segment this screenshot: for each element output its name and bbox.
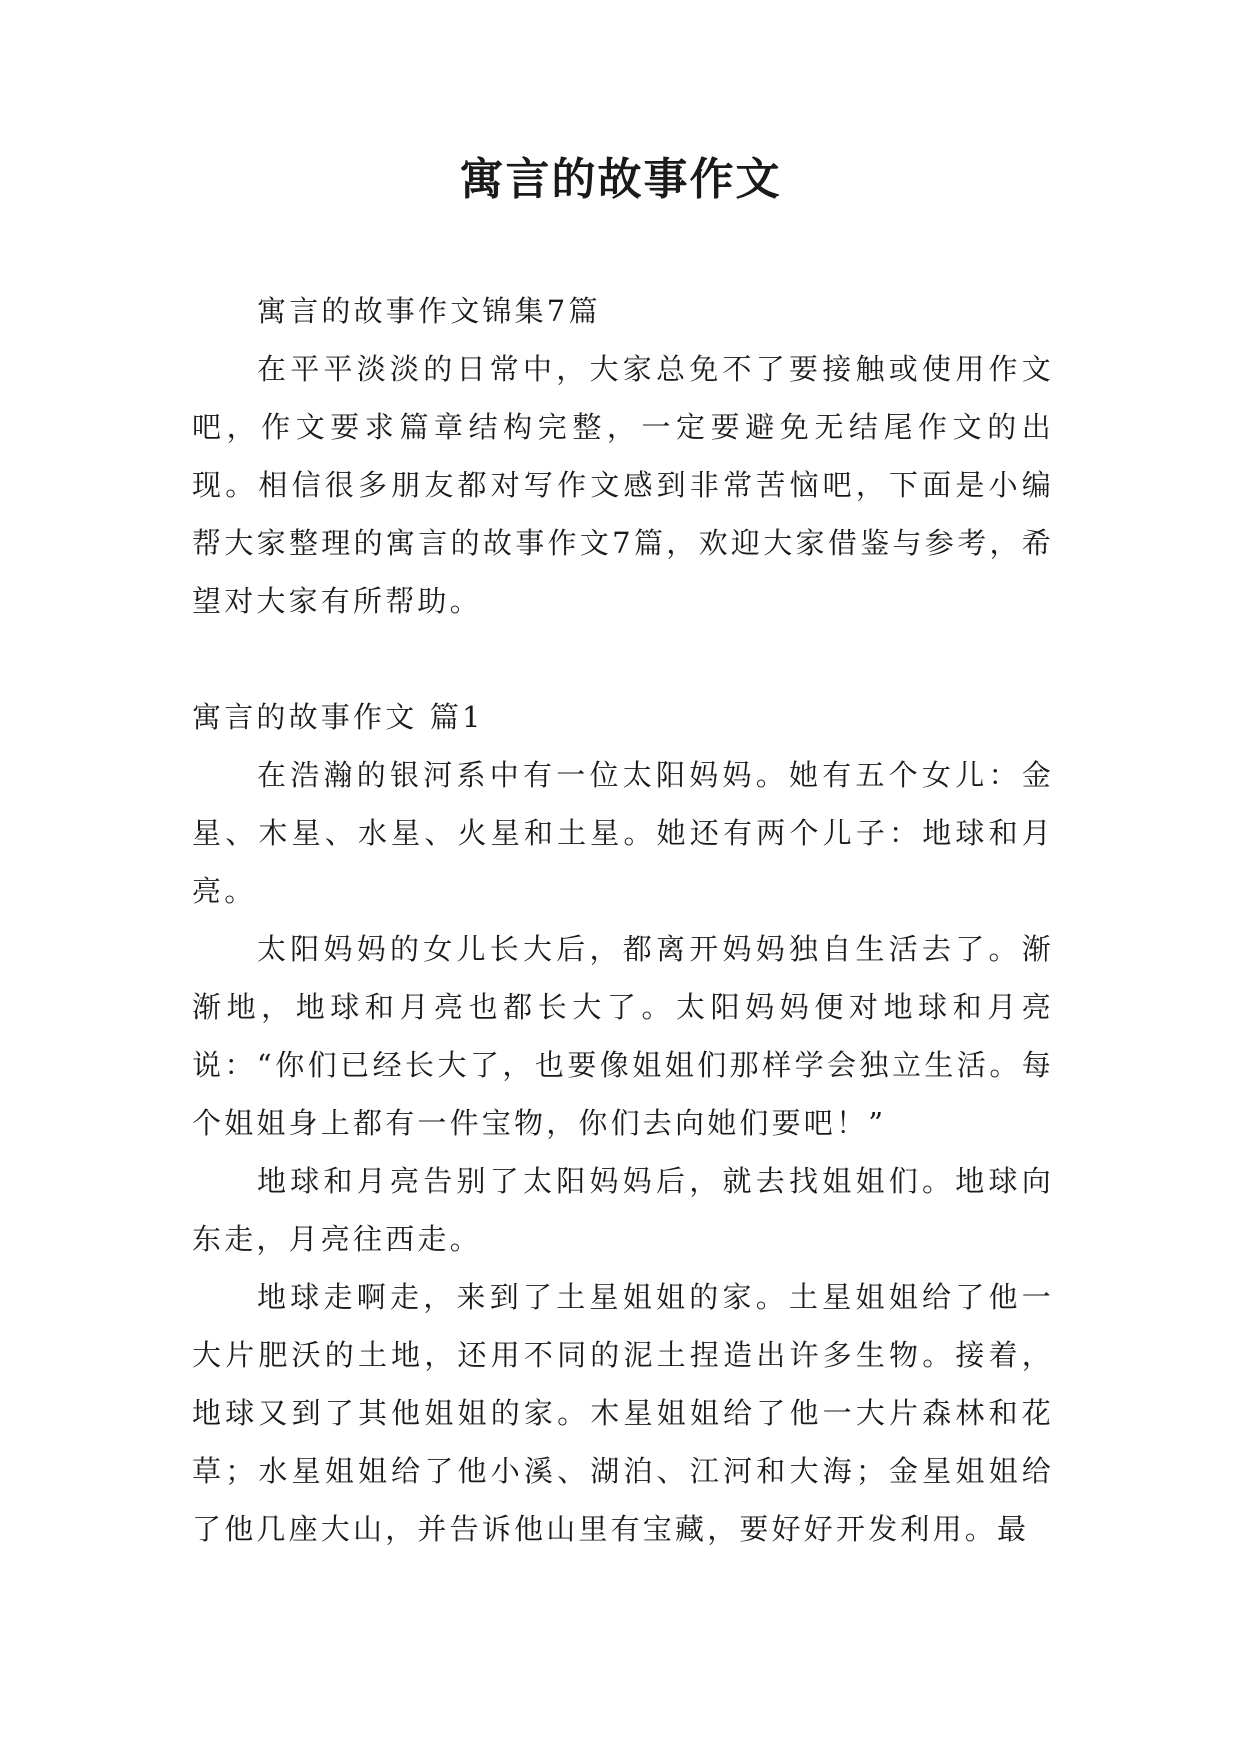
body-paragraph: 太阳妈妈的女儿长大后，都离开妈妈独自生活去了。渐渐地，地球和月亮也都长大了。太阳妈妈便对地球和月亮说：“你们已经长大了，也要像姐姐们那样学会独立生活。每个姐姐身上都有一件宝物，你们去向她们要吧！” — [192, 932, 1054, 1140]
document-title: 寓言的故事作文 — [459, 154, 782, 205]
section-heading: 寓言的故事作文 篇1 — [192, 700, 484, 734]
intro-paragraph: 在平平淡淡的日常中，大家总免不了要接触或使用作文吧，作文要求篇章结构完整，一定要避免无结尾作文的出现。相信很多朋友都对写作文感到非常苦恼吧，下面是小编帮大家整理的寓言的故事作文7篇，欢迎大家借鉴与参考，希望对大家有所帮助。 — [192, 352, 1054, 618]
body-paragraph: 地球走啊走，来到了土星姐姐的家。土星姐姐给了他一大片肥沃的土地，还用不同的泥土捏造出许多生物。接着，地球又到了其他姐姐的家。木星姐姐给了他一大片森林和花草；水星姐姐给了他小溪、湖泊、江河和大海；金星姐姐给了他几座大山，并告诉他山里有宝藏，要好好开发利用。最 — [192, 1280, 1054, 1546]
document-body — [192, 282, 1054, 1558]
body-paragraph: 在浩瀚的银河系中有一位太阳妈妈。她有五个女儿：金星、木星、水星、火星和土星。她还有两个儿子：地球和月亮。 — [192, 758, 1054, 908]
body-paragraph: 地球和月亮告别了太阳妈妈后，就去找姐姐们。地球向东走，月亮往西走。 — [192, 1164, 1054, 1256]
document-subtitle: 寓言的故事作文锦集7篇 — [257, 294, 601, 328]
